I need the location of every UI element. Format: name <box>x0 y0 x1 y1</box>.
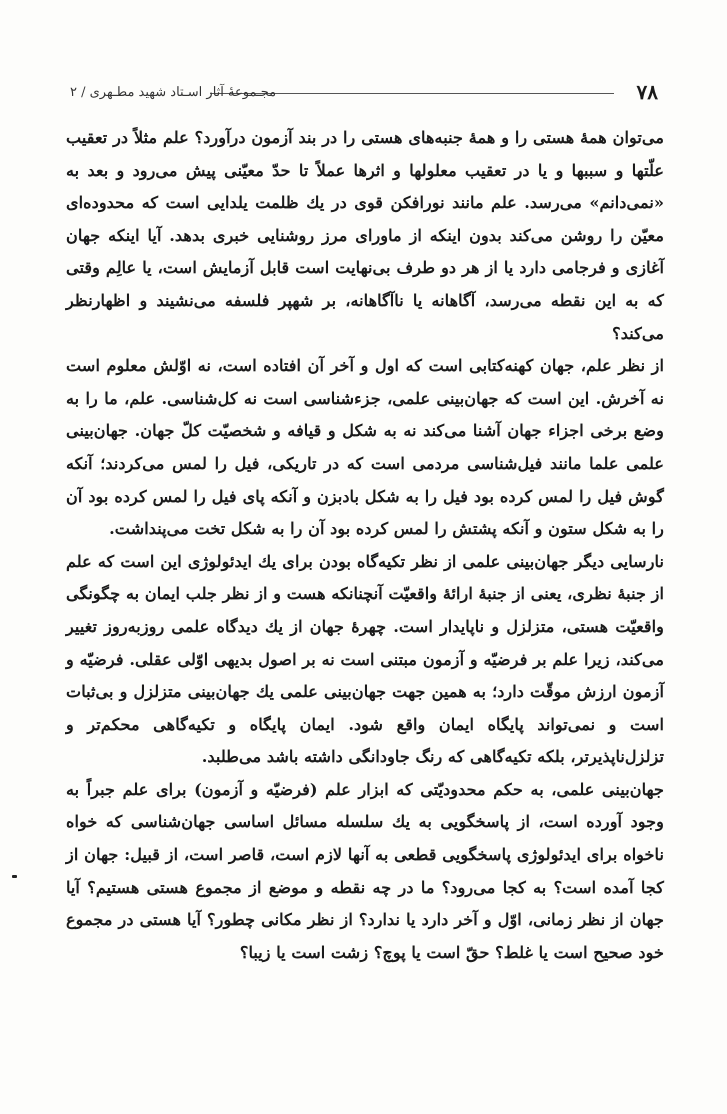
body-text <box>66 122 664 969</box>
running-title: مجـموعهٔ آثار اسـتاد شهید مطـهری / ۲ <box>70 85 277 100</box>
paragraph-1: می‌توان همهٔ هستی را و همهٔ جنبه‌های هستی را در بند آزمون درآورد؟ علم مثلاً در تعقیب علّتها و سببها و یا در تعقیب معلولها و اثرها عملاً تا حدّ معیّنی پیش می‌رود و بعد به «نمی‌دانم» می‌رسد. علم مانند نورافکن قوی در یك ظلمت یلدایی است که محدوده‌ای معیّن را روشن می‌کند بدون اینکه از ماورای مرز روشنایی خبری بدهد. آیا اینکه جهان آغازی و فرجامی دارد یا از هر دو طرف بی‌نهایت است قابل آزمایش است، یا عالِم وقتی که به این نقطه می‌رسد، آگاهانه یا ناآگاهانه، بر شهپر فلسفه می‌نشیند و اظهارنظر می‌کند؟ <box>66 128 664 343</box>
page-number: ۷۸ <box>636 80 658 104</box>
paragraph-4: جهان‌بینی علمی، به حکم محدودیّتی که ابزار علم (فرضیّه و آزمون) برای علم جبراً به وجود آورده است، از پاسخگویی به یك سلسله مسائل اساسی جهان‌شناسی که خواه ناخواه برای ایدئولوژی پاسخگویی قطعی به آنها لازم است، قاصر است، از قبیل: جهان از کجا آمده است؟ به کجا می‌رود؟ ما در چه نقطه و موضع از مجموع هستی هستیم؟ آیا جهان از نظر زمانی، اوّل و آخر دارد یا ندارد؟ از نظر مکانی چطور؟ آیا هستی در مجموع خود صحیح است یا غلط؟ حقّ است یا پوچ؟ زشت است یا زیبا؟ <box>66 779 664 962</box>
page-header <box>70 80 658 106</box>
paragraph-3: نارسایی دیگر جهان‌بینی علمی از نظر تکیه‌گاه بودن برای یك ایدئولوژی این است که علم از جنبهٔ نظری، یعنی از جنبهٔ ارائهٔ واقعیّت آنچنانکه هست و از نظر جلب ایمان به چگونگی واقعیّت هستی، متزلزل و ناپایدار است. چهرهٔ جهان از یك دیدگاه علمی روزبه‌روز تغییر می‌کند، زیرا علم بر فرضیّه و آزمون مبتنی است نه بر اصول بدیهی اوّلی عقلی. فرضیّه و آزمون ارزش موقّت دارد؛ به همین جهت جهان‌بینی علمی یك جهان‌بینی متزلزل و بی‌ثبات است و نمی‌تواند پایگاه ایمان واقع شود. ایمان پایگاه و تکیه‌گاهی محکم‌تر و تزلزل‌ناپذیرتر، بلکه تکیه‌گاهی که رنگ جاودانگی داشته باشد می‌طلبد. <box>66 551 664 767</box>
paragraph-2: از نظر علم، جهان کهنه‌کتابی است که اول و آخر آن افتاده است، نه اوّلش معلوم است نه آخرش. این است که جهان‌بینی علمی، جزءشناسی است نه کل‌شناسی. علم، ما را به وضع برخی اجزاء جهان آشنا می‌کند نه به شکل و قیافه و شخصیّت کلّ جهان. جهان‌بینی علمی علما مانند فیل‌شناسی مردمی است که در تاریکی، فیل را لمس می‌کردند؛ آنکه گوش فیل را لمس کرده بود فیل را به شکل بادبزن و آنکه پای فیل را لمس کرده بود آن را به شکل ستون و آنکه پشتش را لمس کرده بود آن را به شکل تخت می‌پنداشت. <box>66 356 664 539</box>
margin-mark <box>12 875 17 878</box>
